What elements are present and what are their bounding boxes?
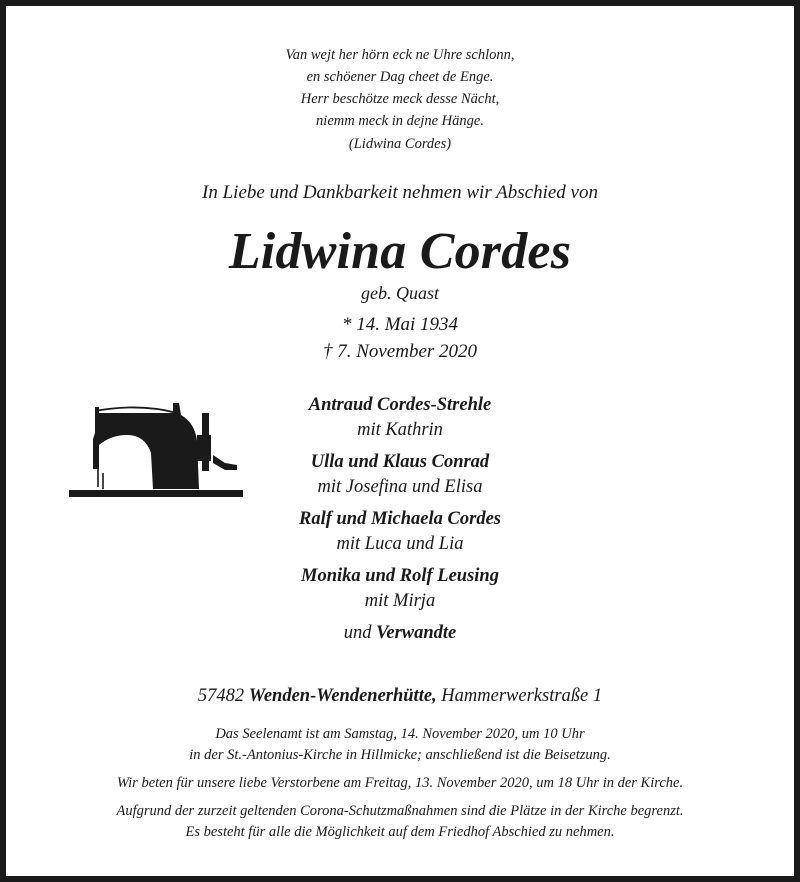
family-address xyxy=(6,686,794,707)
address-postcode: 57482 xyxy=(197,686,245,706)
obituary-notice xyxy=(6,6,794,876)
poem-line: Van wejt her hörn eck ne Uhre schlonn, xyxy=(285,47,515,63)
mourner-names: Ralf und Michaela Cordes xyxy=(299,509,501,529)
birth-name: geb. Quast xyxy=(361,283,439,303)
poem-line: Herr beschötze meck desse Nächt, xyxy=(300,91,500,107)
prayer-note: Wir beten für unsere liebe Verstorbene am Freitag, 13. November 2020, um 18 Uhr in der Kirche. xyxy=(116,775,684,791)
address-street: Hammerwerkstraße 1 xyxy=(441,686,603,706)
corona-note: Aufgrund der zurzeit geltenden Corona-Schutzmaßnahmen sind die Plätze in der Kirche begrenzt. xyxy=(116,803,684,819)
poem-line: en schöener Dag cheet de Enge. xyxy=(306,69,494,85)
relatives-label: Verwandte xyxy=(376,623,457,643)
requiem-note: Das Seelenamt ist am Samstag, 14. November 2020, um 10 Uhr xyxy=(215,726,585,742)
mourner-names: Antraud Cordes-Strehle xyxy=(308,395,492,415)
relatives-prefix: und xyxy=(343,623,372,643)
relatives-line xyxy=(6,623,794,644)
mourner-children: mit Kathrin xyxy=(357,420,443,440)
mourner-children: mit Josefina und Elisa xyxy=(317,477,483,497)
mourner-children: mit Mirja xyxy=(364,591,436,611)
poem-line: niemm meck in dejne Hänge. xyxy=(316,113,484,129)
corona-note: Es besteht für alle die Möglichkeit auf dem Friedhof Abschied zu nehmen. xyxy=(185,824,615,840)
mourner-names: Monika und Rolf Leusing xyxy=(301,566,499,586)
birth-date: * 14. Mai 1934 xyxy=(341,314,459,335)
requiem-note: in der St.-Antonius-Kirche in Hillmicke; anschließend ist die Beisetzung. xyxy=(189,747,611,763)
address-town: Wenden-Wendenerhütte, xyxy=(248,686,437,706)
intro-text: In Liebe und Dankbarkeit nehmen wir Abschied von xyxy=(202,182,598,203)
mourner-children: mit Luca und Lia xyxy=(336,534,464,554)
poem-author: (Lidwina Cordes) xyxy=(348,136,452,152)
deceased-name: Lidwina Cordes xyxy=(228,223,572,280)
mourner-names: Ulla und Klaus Conrad xyxy=(310,452,490,472)
death-date: † 7. November 2020 xyxy=(322,341,478,362)
